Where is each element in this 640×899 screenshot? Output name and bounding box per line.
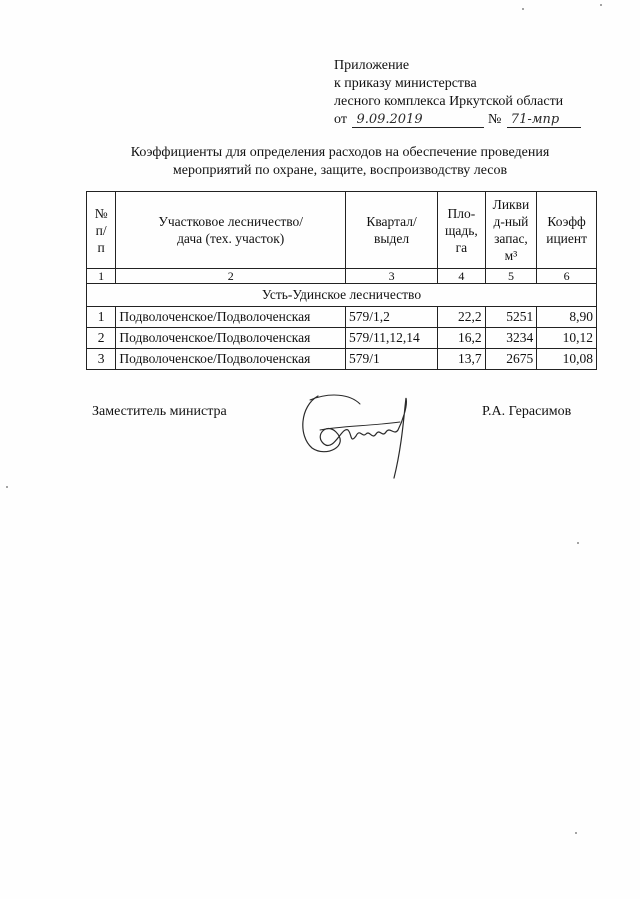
header-num: № п/ п xyxy=(87,192,116,269)
handwritten-signature xyxy=(290,386,420,486)
document-title xyxy=(80,144,600,180)
scan-speck xyxy=(600,4,602,6)
cell-volume: 2675 xyxy=(485,349,537,370)
scan-speck xyxy=(575,832,577,834)
cell-coef: 10,08 xyxy=(537,349,597,370)
appendix-ministry: лесного комплекса Иркутской области xyxy=(334,94,564,109)
order-date: 9.09.2019 xyxy=(352,113,484,128)
from-label: от xyxy=(334,112,347,127)
appendix-order-ref: к приказу министерства xyxy=(334,76,477,91)
cell-num: 2 xyxy=(87,328,116,349)
cell-num: 3 xyxy=(87,349,116,370)
appendix-date-number-line xyxy=(334,111,581,129)
column-number: 2 xyxy=(116,269,346,284)
cell-num: 1 xyxy=(87,307,116,328)
scan-speck xyxy=(577,542,579,544)
cell-volume: 5251 xyxy=(485,307,537,328)
cell-site: Подволоченское/Подволоченская xyxy=(116,349,346,370)
column-number: 5 xyxy=(485,269,537,284)
column-number: 3 xyxy=(346,269,438,284)
table-header-row xyxy=(87,192,597,269)
column-number: 1 xyxy=(87,269,116,284)
coefficients-table xyxy=(86,191,597,370)
header-quarter: Квартал/ выдел xyxy=(346,192,438,269)
cell-site: Подволоченское/Подволоченская xyxy=(116,328,346,349)
cell-quarter: 579/11,12,14 xyxy=(346,328,438,349)
cell-quarter: 579/1,2 xyxy=(346,307,438,328)
forestry-group-label: Усть-Удинское лесничество xyxy=(87,284,597,307)
header-site: Участковое лесничество/ дача (тех. участок) xyxy=(116,192,346,269)
appendix-header xyxy=(334,57,581,129)
table-row xyxy=(87,349,597,370)
order-number: 71-мпр xyxy=(507,113,581,128)
table-row xyxy=(87,307,597,328)
cell-area: 22,2 xyxy=(438,307,486,328)
column-number: 6 xyxy=(537,269,597,284)
scan-speck xyxy=(522,8,524,10)
header-volume: Ликви д-ный запас, м³ xyxy=(485,192,537,269)
cell-quarter: 579/1 xyxy=(346,349,438,370)
scan-speck xyxy=(6,486,8,488)
table-row xyxy=(87,328,597,349)
group-row xyxy=(87,284,597,307)
header-coef: Коэфф ициент xyxy=(537,192,597,269)
cell-volume: 3234 xyxy=(485,328,537,349)
cell-coef: 8,90 xyxy=(537,307,597,328)
title-line-2: мероприятий по охране, защите, воспроизводству лесов xyxy=(172,163,508,178)
column-number: 4 xyxy=(438,269,486,284)
signatory-role: Заместитель министра xyxy=(92,404,227,419)
number-label: № xyxy=(487,112,502,127)
title-line-1: Коэффициенты для определения расходов на обеспечение проведения xyxy=(130,145,550,160)
appendix-title: Приложение xyxy=(334,58,410,73)
cell-site: Подволоченское/Подволоченская xyxy=(116,307,346,328)
cell-area: 13,7 xyxy=(438,349,486,370)
cell-coef: 10,12 xyxy=(537,328,597,349)
header-area: Пло- щадь, га xyxy=(438,192,486,269)
column-number-row xyxy=(87,269,597,284)
signatory-name: Р.А. Герасимов xyxy=(482,404,572,419)
cell-area: 16,2 xyxy=(438,328,486,349)
